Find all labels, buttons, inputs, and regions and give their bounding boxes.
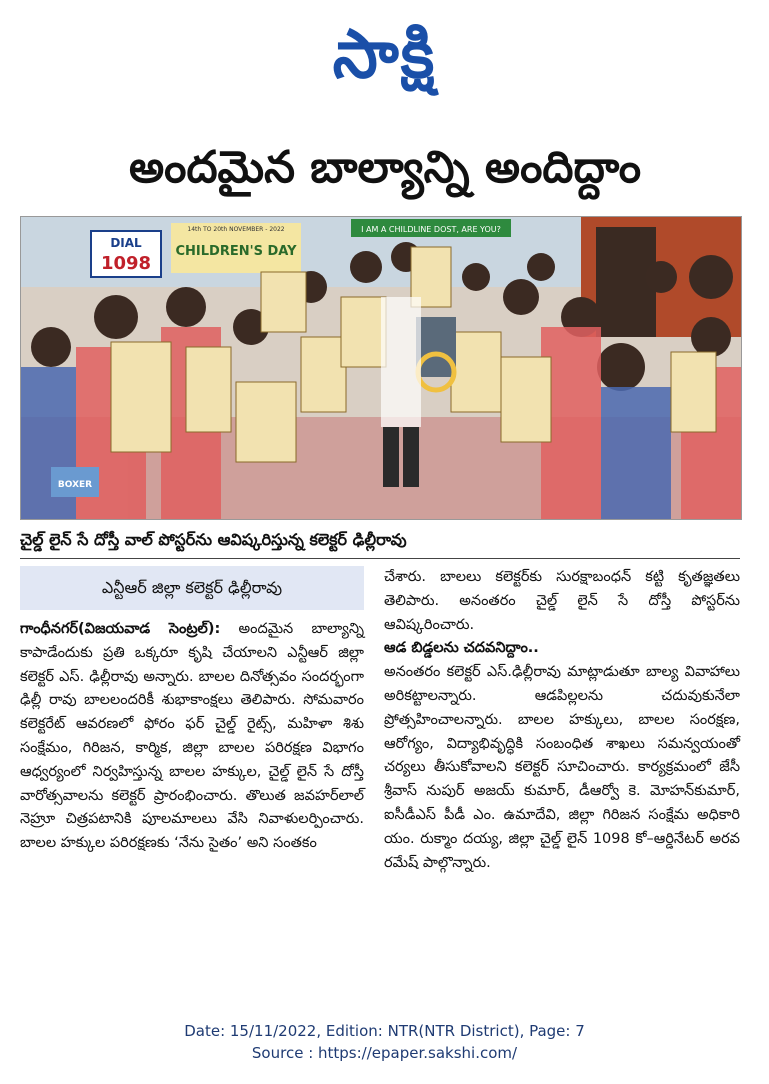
banner-1098: 1098 [100,253,152,274]
article-paragraph [20,618,364,856]
masthead [0,10,769,100]
sakshi-logo: సాక్షి [332,16,437,94]
news-photo [20,216,742,520]
crosshead: ఆడ బిడ్డలను చదవనిద్దాం.. [384,640,539,657]
article-body-left: అందమైన బాల్యాన్ని కాపాడేందుకు ప్రతి ఒక్కరూ కృషి చేయాలని ఎన్టీఆర్ జిల్లా కలెక్టర్ ఎస్. ఢిల్లీరావు అన్నారు. బాలల దినోత్సవం సందర్భంగా ఢిల్లీ రావు బాలలందరికీ శుభాకాంక్షలు తెలిపారు. సోమవారం కలెక్టరేట్ ఆవరణలో ఫోరం ఫర్ చైల్డ్ రైట్స్, మహిళా శిశు సంక్షేమం, గిరిజన, కార్మిక, జిల్లా బాలల పరిరక్షణ విభాగం ఆధ్వర్యంలో నిర్వహిస్తున్న బాలల హక్కుల, చైల్డ్ లైన్ సే దోస్తీ వారోత్సవాలను కలెక్టర్ ప్రారంభించారు. తొలుత జవహర్‌లాల్ నెహ్రూ చిత్రపటానికి పూలమాలలు వేసి నివాళులర్పించారు. బాలల హక్కుల పరిరక్షణకు ‘నేను సైతం’ అని సంతకం [20,621,364,852]
banner-dates: 14th TO 20th NOVEMBER - 2022 [187,226,285,233]
dateline: గాంధీనగర్(విజయవాడ సెంట్రల్): [20,621,221,637]
banner-dial: DIAL [110,236,142,250]
divider [20,558,740,559]
footer-source: Source : https://epaper.sakshi.com/ [251,1044,518,1062]
banner-childrens-day: CHILDREN'S DAY [175,244,297,259]
article-body-right-2: అనంతరం కలెక్టర్ ఎస్.ఢిల్లీరావు మాట్లాడుతూ బాల్య వివాహాలు అరికట్టాలన్నారు. ఆడపిల్లలను చదువుకునేలా ప్రోత్సహించాలన్నారు. బాలల హక్కులు, బాలల సంరక్షణ, ఆరోగ్యం, విద్యాభివృద్ధికి సంబంధిత శాఖలు సమన్వయంతో చర్యలు తీసుకోవాలని కలెక్టర్ సూచించారు. కార్యక్రమంలో జేసీ శ్రీవాస్ నుపుర్ అజయ్ కుమార్, డీఆర్వో కె. మోహన్‌కుమార్, ఐసీడీఎస్ పీడీ ఎం. ఉమాదేవి, జిల్లా గిరిజన సంక్షేమ అధికారి యం. రుక్మాం దయ్య, జిల్లా చైల్డ్ లైన్ 1098 కో–ఆర్డినేటర్ అరవ రమేష్ పాల్గొన్నారు. [384,664,740,871]
shirt-text: BOXER [57,480,93,490]
photo-illustration [21,217,741,519]
banner-childline-dost: I AM A CHILDLINE DOST, ARE YOU? [361,225,501,234]
footer-date-edition: Date: 15/11/2022, Edition: NTR(NTR District), Page: 7 [184,1022,585,1040]
headline: అందమైన బాల్యాన్ని అందిద్దాం [128,142,642,193]
subheadline-box: ఎన్టీఆర్ జిల్లా కలెక్టర్ ఢిల్లీరావు [20,566,364,610]
article-column-left [20,566,364,856]
source-footer [0,1020,769,1064]
article-column-right [384,566,740,875]
article-body-right-1: చేశారు. బాలలు కలెక్టర్‌కు సురక్షాబంధన్ కట్టి కృతజ్ఞతలు తెలిపారు. అనంతరం చైల్డ్ లైన్ సే దోస్తీ పోస్టర్‌ను ఆవిష్కరించారు. [384,569,740,633]
photo-caption: చైల్డ్ లైన్ సే దోస్తీ వాల్ పోస్టర్‌ను ఆవిష్కరిస్తున్న కలెక్టర్ ఢిల్లీరావు [20,530,407,549]
